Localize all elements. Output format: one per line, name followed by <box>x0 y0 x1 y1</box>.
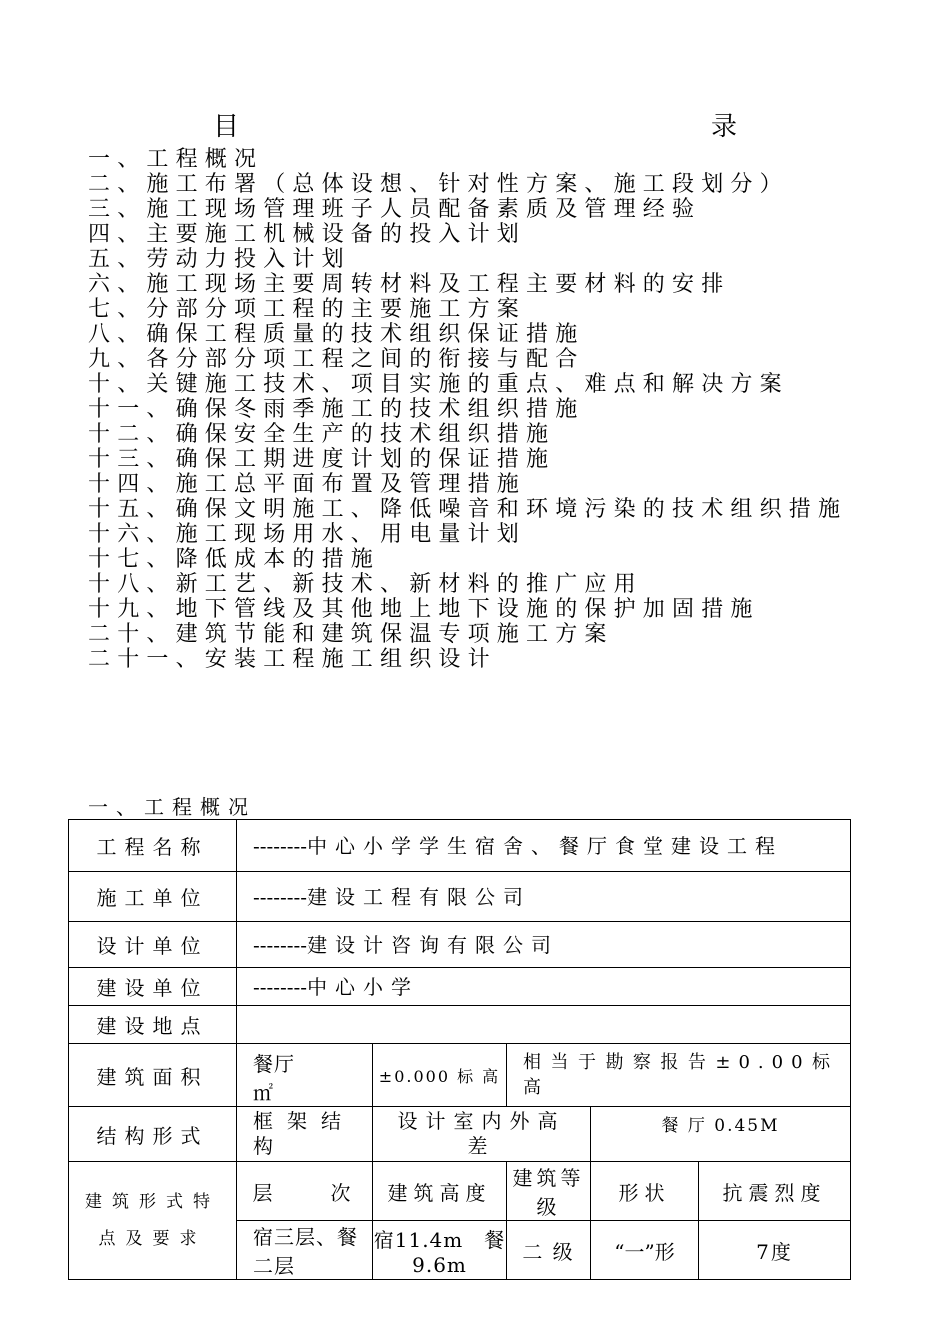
site-value <box>237 1006 851 1044</box>
elevation-label: ±0.000 标 高 <box>373 1044 507 1107</box>
toc-item: 四、主要施工机械设备的投入计划 <box>88 222 527 247</box>
table-row <box>69 922 851 968</box>
toc-item: 十三、确保工期进度计划的保证措施 <box>88 447 556 472</box>
site-label: 建设地点 <box>69 1006 237 1044</box>
toc-item: 十六、施工现场用水、用电量计划 <box>88 522 527 547</box>
height-header: 建筑高度 <box>373 1162 507 1221</box>
toc-item: 六、施工现场主要周转材料及工程主要材料的安排 <box>88 272 731 297</box>
client-value <box>237 968 851 1006</box>
toc-item: 十八、新工艺、新技术、新材料的推广应用 <box>88 572 643 597</box>
building-features-label-line1: 建筑形式特 <box>85 1191 220 1212</box>
designer-label: 设计单位 <box>69 922 237 968</box>
placeholder-dashes: -------- <box>253 884 308 909</box>
toc-item: 二、施工布署（总体设想、针对性方案、施工段划分） <box>88 172 789 197</box>
toc-item: 二十一、安装工程施工组织设计 <box>88 647 497 672</box>
area-label: 建筑面积 <box>69 1044 237 1107</box>
elevation-value: 相当于勘察报告±0.00标高 <box>507 1044 851 1107</box>
toc-item: 十五、确保文明施工、降低噪音和环境污染的技术组织措施 <box>88 497 848 522</box>
grade-value: 二 级 <box>507 1221 591 1280</box>
building-features-label <box>69 1162 237 1280</box>
table-of-contents <box>88 147 848 672</box>
project-overview-table <box>68 819 851 1280</box>
floors-header: 层 次 <box>237 1162 373 1221</box>
toc-item: 一、工程概况 <box>88 147 264 172</box>
toc-item: 十九、地下管线及其他地上地下设施的保护加固措施 <box>88 597 760 622</box>
table-row <box>69 1044 851 1107</box>
grade-header: 建筑等级 <box>507 1162 591 1221</box>
designer-value <box>237 922 851 968</box>
designer-text: 建设计咨询有限公司 <box>307 932 560 957</box>
project-name-label: 工程名称 <box>69 820 237 872</box>
table-row <box>69 1162 851 1221</box>
project-name-text: 中心小学学生宿舍、餐厅食堂建设工程 <box>307 833 784 858</box>
toc-item: 十一、确保冬雨季施工的技术组织措施 <box>88 397 585 422</box>
placeholder-dashes: -------- <box>253 932 308 957</box>
seismic-header: 抗震烈度 <box>699 1162 851 1221</box>
toc-item: 九、各分部分项工程之间的衔接与配合 <box>88 347 585 372</box>
toc-item: 三、施工现场管理班子人员配备素质及管理经验 <box>88 197 702 222</box>
structure-value: 框架结构 <box>237 1107 373 1162</box>
placeholder-dashes: -------- <box>253 974 308 999</box>
toc-item: 五、劳动力投入计划 <box>88 247 351 272</box>
toc-item: 十、关键施工技术、项目实施的重点、难点和解决方案 <box>88 372 789 397</box>
table-row <box>69 968 851 1006</box>
toc-item: 二十、建筑节能和建筑保温专项施工方案 <box>88 622 614 647</box>
project-name-value <box>237 820 851 872</box>
shape-value: “一”形 <box>591 1221 699 1280</box>
shape-header: 形状 <box>591 1162 699 1221</box>
height-diff-value: 餐 厅 0.45M <box>591 1107 851 1162</box>
height-value: 宿11.4m 餐9.6m <box>373 1221 507 1280</box>
toc-item: 十二、确保安全生产的技术组织措施 <box>88 422 556 447</box>
floors-value: 宿三层、餐二层 <box>237 1221 373 1280</box>
section-heading: 一、工程概况 <box>88 795 256 819</box>
structure-label: 结构形式 <box>69 1107 237 1162</box>
toc-item: 十七、降低成本的措施 <box>88 547 381 572</box>
toc-item: 八、确保工程质量的技术组织保证措施 <box>88 322 585 347</box>
client-label: 建设单位 <box>69 968 237 1006</box>
toc-title: 目 录 <box>212 112 877 142</box>
table-row <box>69 820 851 872</box>
toc-item: 七、分部分项工程的主要施工方案 <box>88 297 527 322</box>
building-features-label-line2: 点及要求 <box>98 1228 207 1249</box>
table-row <box>69 872 851 922</box>
table-row <box>69 1006 851 1044</box>
contractor-label: 施工单位 <box>69 872 237 922</box>
contractor-text: 建设工程有限公司 <box>307 884 532 909</box>
area-value: 餐厅 ㎡ <box>237 1044 373 1107</box>
seismic-value: 7度 <box>699 1221 851 1280</box>
placeholder-dashes: -------- <box>253 833 308 858</box>
table-row <box>69 1107 851 1162</box>
client-text: 中心小学 <box>307 974 420 999</box>
height-diff-label: 设计室内外高差 <box>373 1107 591 1162</box>
contractor-value <box>237 872 851 922</box>
toc-item: 十四、施工总平面布置及管理措施 <box>88 472 527 497</box>
